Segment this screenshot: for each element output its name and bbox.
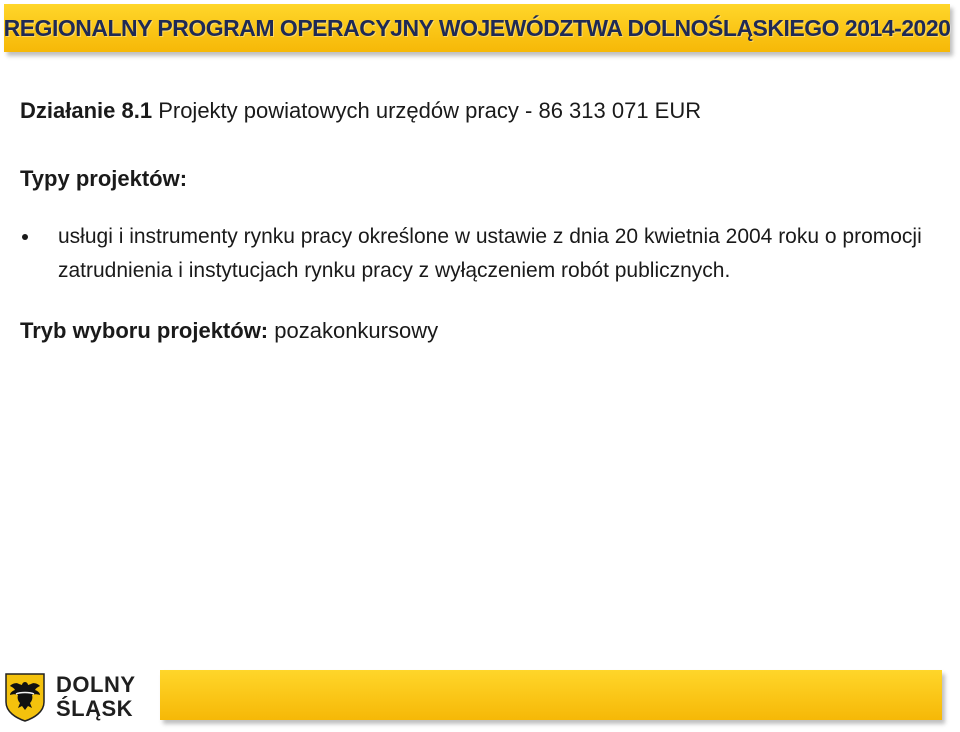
eagle-crest-icon xyxy=(4,672,46,722)
list-item xyxy=(20,220,940,288)
banner-title: REGIONALNY PROGRAM OPERACYJNY WOJEWÓDZTWA DOLNOŚLĄSKIEGO 2014-2020 xyxy=(3,14,951,41)
selection-mode-label: Tryb wyboru projektów: xyxy=(20,318,269,343)
footer-bar xyxy=(160,670,942,720)
selection-mode-value: pozakonkursowy xyxy=(268,318,439,343)
logo-line-1: DOLNY xyxy=(56,672,136,697)
project-types-label: Typy projektów: xyxy=(20,166,188,191)
action-heading xyxy=(20,96,940,126)
slide-content xyxy=(20,96,940,346)
dolny-slask-logo xyxy=(4,670,158,724)
bullet-icon xyxy=(22,234,28,240)
action-label: Działanie 8.1 xyxy=(20,98,153,123)
header-banner xyxy=(4,4,950,52)
project-types-list xyxy=(20,220,940,288)
action-text: Projekty powiatowych urzędów pracy - 86 313 071 EUR xyxy=(152,98,702,123)
selection-mode xyxy=(20,316,940,346)
project-type-text: usługi i instrumenty rynku pracy określone w ustawie z dnia 20 kwietnia 2004 roku o promocji zatrudnienia i instytucjach rynku pracy z wyłączeniem robót publicznych. xyxy=(58,225,922,282)
logo-line-2: ŚLĄSK xyxy=(56,696,134,721)
logo-wordmark xyxy=(56,673,136,721)
